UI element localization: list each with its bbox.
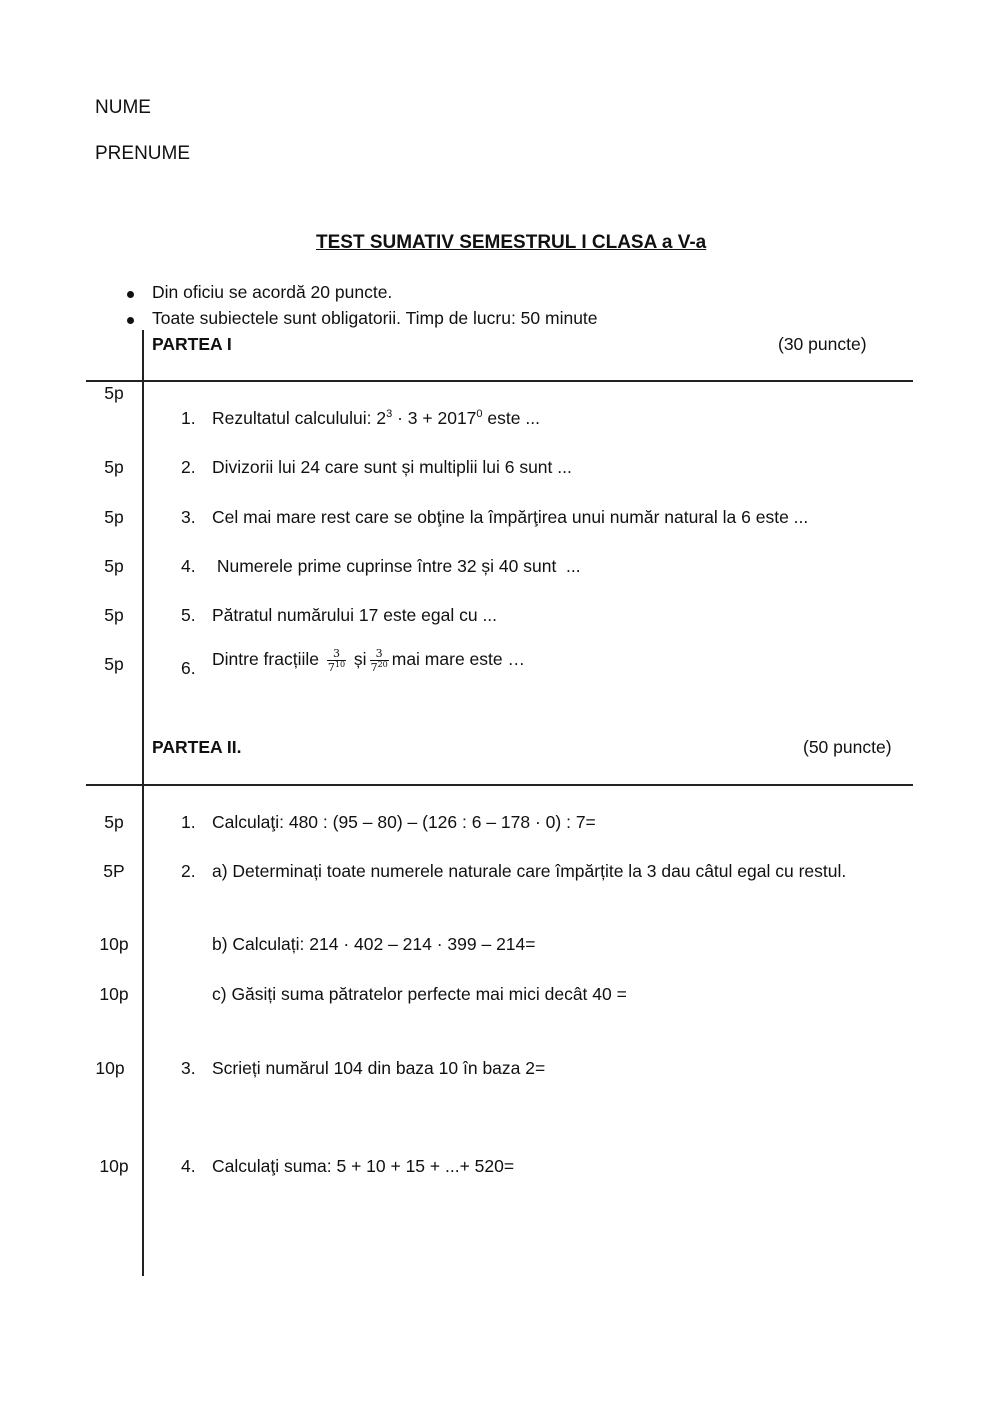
item-points: 5p	[104, 605, 124, 625]
question-2-1: Calculaţi: 480 : (95 – 80) – (126 : 6 – 178 · 0) : 7=	[212, 812, 596, 832]
item-points: 5p	[104, 457, 124, 477]
item-points: 5p	[104, 654, 124, 674]
part2-title: PARTEA II.	[152, 737, 242, 757]
question-1-2: Divizorii lui 24 care sunt și multiplii lui 6 sunt ...	[212, 457, 572, 477]
part1-points: (30 puncte)	[778, 334, 867, 354]
item-number: 1.	[181, 408, 196, 428]
question-1-6: Dintre fracțiile $\frac{3}{7^{10}}$ și $\frac{3}{7^{20}}$ mai mare este …	[212, 647, 525, 674]
item-points: 10p	[95, 1058, 125, 1078]
instruction-1: Din oficiu se acordă 20 puncte.	[152, 282, 393, 302]
item-points: 5p	[104, 507, 124, 527]
item-number: 5.	[181, 605, 196, 625]
fraction-2: $\frac{3}{7^{20}}$	[370, 647, 388, 674]
surname-label: PRENUME	[95, 143, 191, 164]
item-points: 5p	[104, 556, 124, 576]
item-points: 10p	[99, 984, 129, 1004]
item-number: 1.	[181, 812, 196, 832]
question-2-4: Calculaţi suma: 5 + 10 + 15 + ...+ 520=	[212, 1156, 515, 1176]
item-number: 3.	[181, 1058, 196, 1078]
item-points: 5P	[103, 861, 125, 881]
question-1-4: Numerele prime cuprinse între 32 și 40 sunt ...	[212, 556, 581, 576]
item-points: 5p	[104, 383, 124, 403]
question-2-2a: a) Determinați toate numerele naturale care împărțite la 3 dau câtul egal cu restul.	[212, 861, 847, 881]
item-points: 5p	[104, 812, 124, 832]
item-number: 2.	[181, 457, 196, 477]
part2-points: (50 puncte)	[803, 737, 892, 757]
question-1-3: Cel mai mare rest care se obţine la împărţirea unui număr natural la 6 este ...	[212, 507, 809, 527]
question-1-1: Rezultatul calculului: $2^3 \cdot 3 + 2017^0$ este ...	[212, 408, 540, 428]
instruction-2: Toate subiectele sunt obligatorii. Timp de lucru: 50 minute	[152, 308, 598, 328]
page-title: TEST SUMATIV SEMESTRUL I CLASA a V-a	[316, 232, 707, 253]
item-number: 4.	[181, 1156, 196, 1176]
question-1-5: Pătratul numărului 17 este egal cu ...	[212, 605, 498, 625]
part1-title: PARTEA I	[152, 334, 232, 354]
item-points: 10p	[99, 934, 129, 954]
fraction-1: $\frac{3}{7^{10}}$	[327, 647, 346, 674]
item-number: 6.	[181, 658, 196, 678]
question-2-2b: b) Calculați: 214 · 402 – 214 · 399 – 214=	[212, 934, 536, 954]
item-number: 3.	[181, 507, 196, 527]
question-2-2c: c) Găsiți suma pătratelor perfecte mai mici decât 40 =	[212, 984, 627, 1004]
item-number: 4.	[181, 556, 196, 576]
name-label: NUME	[95, 97, 151, 118]
bullet-icon	[127, 291, 134, 298]
item-number: 2.	[181, 861, 196, 881]
question-2-3: Scrieți numărul 104 din baza 10 în baza 2=	[212, 1058, 546, 1078]
table-divider-part1	[86, 380, 913, 382]
item-points: 10p	[99, 1156, 129, 1176]
table-divider-part2	[86, 784, 913, 786]
bullet-icon	[127, 317, 134, 324]
